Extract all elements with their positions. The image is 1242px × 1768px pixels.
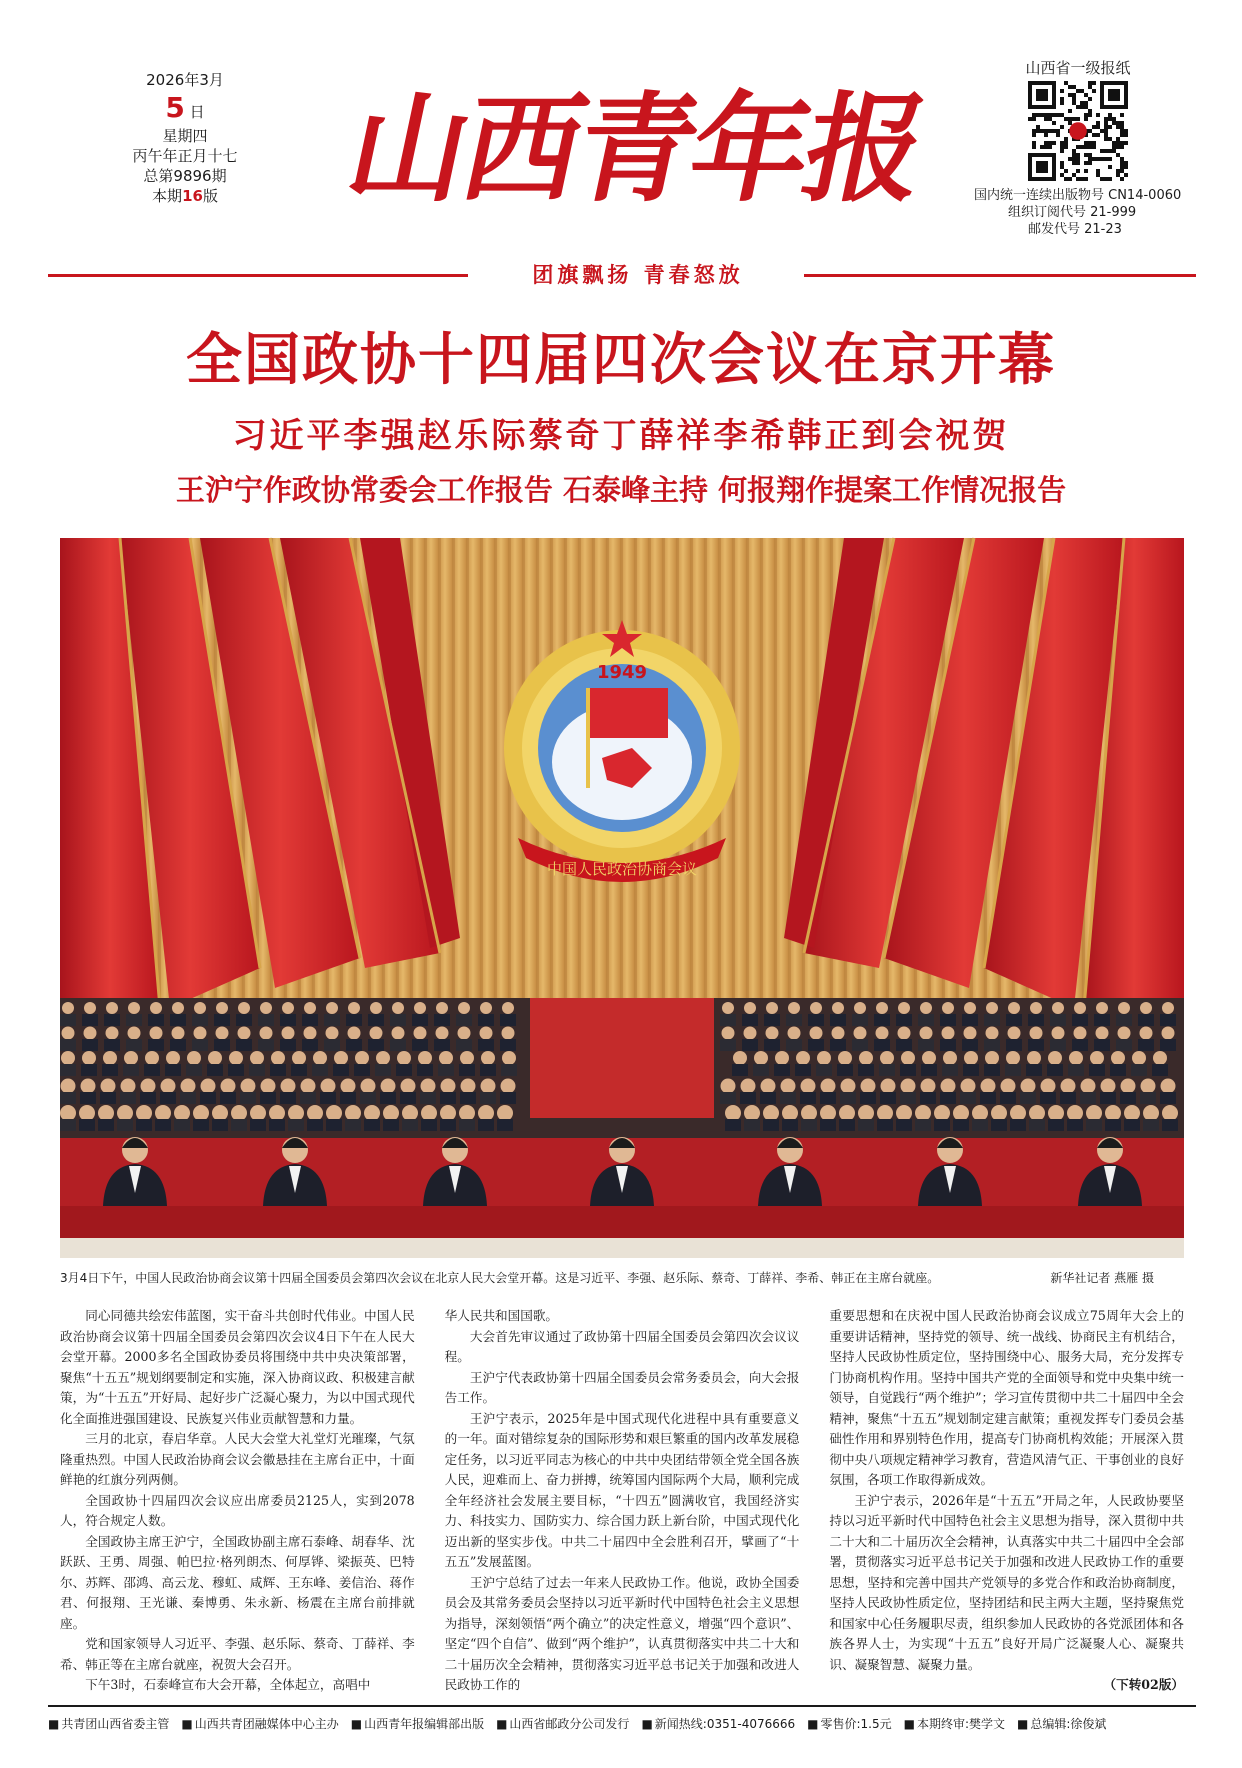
- page-count-line: [110, 186, 260, 206]
- stage-stairs: [530, 998, 714, 1118]
- lead-photo: [60, 538, 1184, 1258]
- footer-item: ■ 本期终审:樊学文: [904, 1715, 1005, 1732]
- emblem-year: 1949: [596, 662, 648, 683]
- footer-item: ■ 山西省邮政分公司发行: [496, 1715, 629, 1732]
- pages-count: 16: [182, 187, 203, 205]
- emblem-banner: 中国人民政治协商会议: [546, 860, 698, 878]
- paragraph: 同心同德共绘宏伟蓝图，实干奋斗共创时代伟业。中国人民政治协商会议第十四届全国委员会第四次会议4日下午在人民大会堂开幕。2000多名全国政协委员将围绕中共中央决策部署，聚焦“十五五”规划纲要制定和实施，深入协商议政、积极建言献策，为“十五五”开好局、起好步广泛凝心聚力，为以中国式现代化全面推进强国建设、民族复兴伟业贡献智慧和力量。: [60, 1308, 415, 1426]
- year-month: 2026年3月: [146, 71, 224, 89]
- day-number: 5: [165, 91, 185, 124]
- footer-item: ■ 山西共青团融媒体中心主办: [181, 1715, 338, 1732]
- slogan: 团旗飘扬 青春怒放: [532, 263, 744, 287]
- column-3-continuation: 重要思想和在庆祝中国人民政治协商会议成立75周年大会上的重要讲话精神，坚持党的领导、统一战线、协商民主有机结合，坚持人民政协性质定位，坚持围绕中心、服务大局，充分发挥专门协商机构作用。坚持中国共产党的全面领导和党中央集中统一领导，自觉践行“两个维护”；学习宣传贯彻中共二十届四中全会精神，聚焦“十五五”规划制定建言献策；重视发挥专门委员会基础性作用和界别特色作用，提高专门协商机构效能；开展深入贯彻中央八项规定精神学习教育，营造风清气正、干事创业的良好氛围，各项工作取得新成效。: [829, 1308, 1185, 1487]
- article-body: [60, 1306, 1185, 1692]
- column-2-continuation: 华人民共和国国歌。: [444, 1308, 559, 1323]
- subscribe-code: 组织订阅代号 21-999: [1008, 205, 1137, 220]
- sub-headline-1: 习近平李强赵乐际蔡奇丁薛祥李希韩正到会祝贺: [232, 416, 1010, 456]
- article-column-2: [444, 1306, 800, 1692]
- paragraph: 王沪宁表示，2025年是中国式现代化进程中具有重要意义的一年。面对错综复杂的国际形势和艰巨繁重的国内改革发展稳定任务，以习近平同志为核心的中共中央团结带领全党全国各族人民，迎难而上、奋力拼搏，统筹国内国际两个大局，顺利完成全年经济社会发展主要目标，“十四五”圆满收官，我国经济实力、科技实力、国防实力、综合国力跃上新台阶，中国式现代化迈出新的坚实步伐。中共二十届四中全会胜利召开，擘画了“十五五”发展蓝图。: [444, 1410, 800, 1569]
- footer-bar: [48, 1705, 1196, 1732]
- masthead-rule: [48, 262, 1196, 288]
- continued-note[interactable]: （下转02版）: [1103, 1677, 1185, 1692]
- footer-item: ■ 零售价:1.5元: [807, 1715, 891, 1732]
- footer-item: ■ 共青团山西省委主管: [48, 1715, 169, 1732]
- issue-total: 总第9896期: [143, 167, 227, 185]
- newspaper-name: 山西青年报: [335, 80, 936, 219]
- qr-title: 山西省一级报纸: [1025, 59, 1131, 77]
- paragraph: 全国政协主席王沪宁，全国政协副主席石泰峰、胡春华、沈跃跃、王勇、周强、帕巴拉·格列朗杰、何厚铧、梁振英、巴特尔、苏辉、邵鸿、高云龙、穆虹、咸辉、王东峰、姜信治、蒋作君、何报翔、王光谦、秦博勇、朱永新、杨震在主席台前排就座。: [60, 1533, 415, 1631]
- caption-text: 3月4日下午，中国人民政治协商会议第十四届全国委员会第四次会议在北京人民大会堂开幕。这是习近平、李强、赵乐际、蔡奇、丁薛祥、李希、韩正在主席台就座。: [60, 1271, 940, 1285]
- paragraph: 王沪宁总结了过去一年来人民政协工作。他说，政协全国委员会及其常务委员会坚持以习近平新时代中国特色社会主义思想为指导，深刻领悟“两个确立”的决定性意义，增强“四个意识”、坚定“四个自信”、做到“两个维护”，认真贯彻落实中共二十大和二十届历次全会精神，贯彻落实习近平总书记关于加强和改进人民政协工作的: [444, 1574, 800, 1692]
- paragraph: 王沪宁代表政协第十四届全国委员会常务委员会，向大会报告工作。: [444, 1369, 800, 1405]
- pages-suffix: 版: [202, 187, 218, 205]
- article-column-1: [60, 1306, 415, 1692]
- postal-code: 邮发代号 21-23: [1028, 222, 1122, 237]
- footer-item: ■ 总编辑:徐俊斌: [1017, 1715, 1106, 1732]
- paragraph: 全国政协十四届四次会议应出席委员2125人，实到2078人，符合规定人数。: [60, 1492, 415, 1528]
- photo-credit: 新华社记者 燕雁 摄: [1050, 1271, 1154, 1285]
- cn-code: 国内统一连续出版物号 CN14-0060: [974, 188, 1182, 203]
- paragraph: 下午3时，石泰峰宣布大会开幕，全体起立，高唱中: [85, 1677, 371, 1692]
- rule-left: [48, 274, 468, 277]
- newspaper-nameplate: [330, 58, 936, 233]
- day-suffix: 日: [189, 103, 205, 121]
- rule-right: [804, 274, 1196, 277]
- paragraph: 党和国家领导人习近平、李强、赵乐际、蔡奇、丁薛祥、李希、韩正等在主席台就座，祝贺大会召开。: [60, 1636, 415, 1672]
- paragraph: 三月的北京，春启华章。人民大会堂大礼堂灯光璀璨，气氛隆重热烈。中国人民政治协商会议会徽悬挂在主席台正中，十面鲜艳的红旗分列两侧。: [60, 1431, 415, 1487]
- qr-code[interactable]: [1028, 81, 1128, 181]
- footer-item: ■ 山西青年报编辑部出版: [351, 1715, 484, 1732]
- main-headline: 全国政协十四届四次会议在京开幕: [186, 327, 1056, 393]
- lunar-date: 丙午年正月十七: [132, 147, 238, 165]
- article-column-3: [829, 1306, 1185, 1692]
- paragraph: 王沪宁表示，2026年是“十五五”开局之年，人民政协要坚持以习近平新时代中国特色社会主义思想为指导，深入贯彻中共二十大和二十届历次全会精神，认真落实中共二十届四中全会部署，贯彻落实习近平总书记关于加强和改进人民政协工作的重要思想，坚持和完善中国共产党领导的多党合作和政治协商制度，坚持人民政协性质定位，坚持团结和民主两大主题，坚持聚焦党和国家中心任务履职尽责，组织参加人民政协的各党派团体和各族各界人士，为实现“十五五”良好开局广泛凝聚人心、凝聚共识、凝聚智慧、凝聚力量。: [829, 1492, 1185, 1672]
- date-block: [110, 70, 260, 206]
- day-line: [110, 90, 260, 126]
- photo-caption: [60, 1268, 1184, 1288]
- footer-item: ■ 新闻热线:0351-4076666: [641, 1715, 795, 1732]
- paragraph: 大会首先审议通过了政协第十四届全国委员会第四次会议议程。: [444, 1328, 800, 1364]
- qr-block: [968, 60, 1188, 238]
- sub-headline-2: 王沪宁作政协常委会工作报告 石泰峰主持 何报翔作提案工作情况报告: [175, 473, 1067, 507]
- publication-codes: [968, 187, 1188, 238]
- photo-scene: [60, 538, 1184, 1258]
- weekday: 星期四: [162, 127, 208, 145]
- pages-prefix: 本期: [152, 187, 183, 205]
